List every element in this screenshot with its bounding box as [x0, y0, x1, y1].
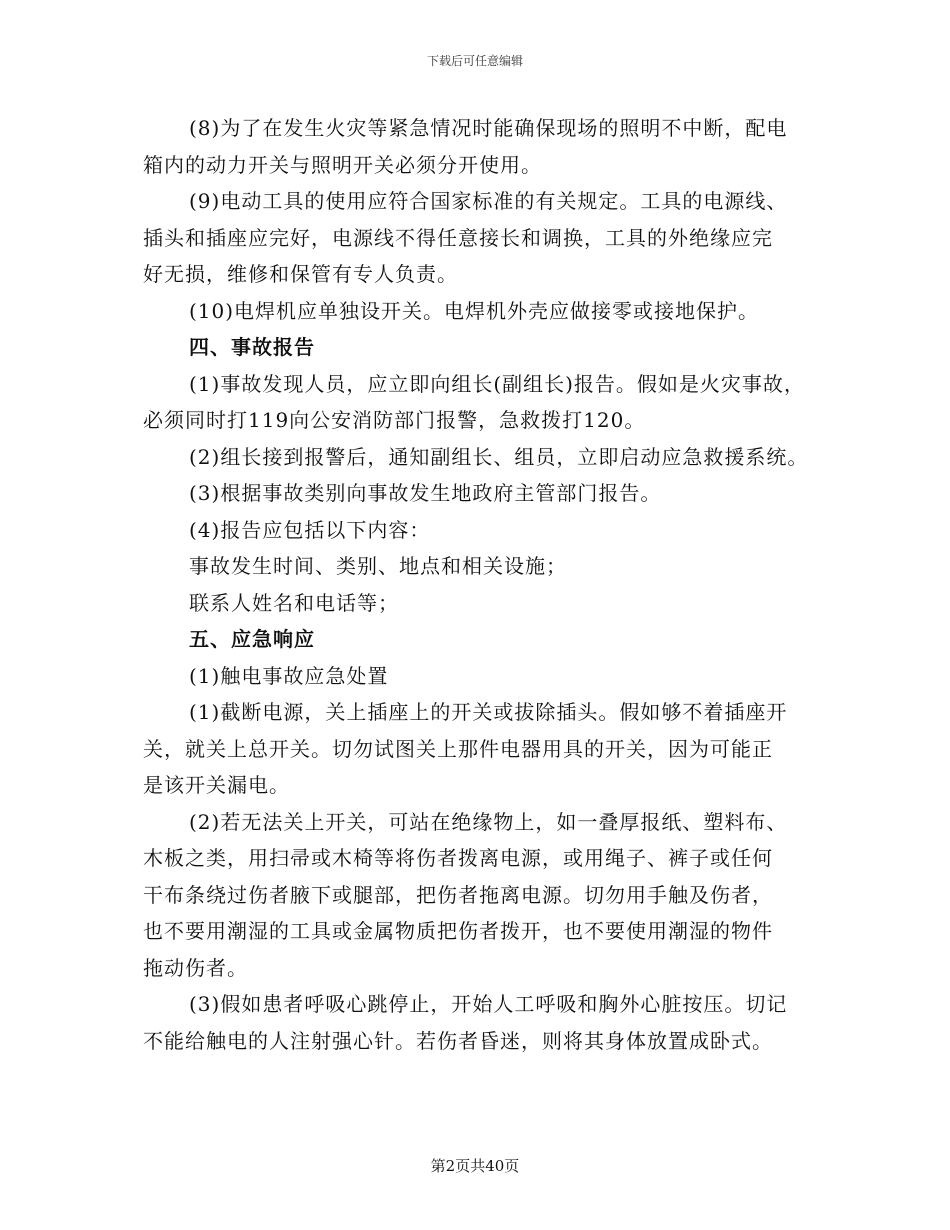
paragraph-line: 木板之类，用扫帚或木椅等将伤者拨离电源，或用绳子、裤子或任何: [143, 846, 773, 870]
paragraph-line: (10)电焊机应单独设开关。电焊机外壳应做接零或接地保护。: [189, 298, 760, 323]
paragraph-line: 不能给触电的人注射强心针。若伤者昏迷，则将其身体放置成卧式。: [143, 1028, 773, 1053]
paragraph-line: (3)假如患者呼吸心跳停止，开始人工呼吸和胸外心脏按压。切记: [189, 992, 788, 1016]
paragraph-line: 箱内的动力开关与照明开关必须分开使用。: [143, 152, 542, 177]
page-number: 第2页共40页: [430, 1157, 520, 1175]
paragraph-line: 联系人姓名和电话等；: [189, 590, 399, 615]
paragraph-line: 也不要用潮湿的工具或金属物质把伤者拨开，也不要使用潮湿的物件: [143, 919, 773, 943]
paragraph-line: (2)组长接到报警后，通知副组长、组员，立即启动应急救援系统。: [189, 444, 809, 469]
paragraph-line: 插头和插座应完好，电源线不得任意接长和调换，工具的外绝缘应完: [143, 225, 773, 250]
paragraph-line: (3)根据事故类别向事故发生地政府主管部门报告。: [189, 481, 662, 505]
paragraph-line: (8)为了在发生火灾等紧急情况时能确保现场的照明不中断，配电: [189, 116, 788, 140]
paragraph-line: 是该开关漏电。: [143, 773, 290, 797]
header-note: 下载后可任意编辑: [426, 54, 523, 68]
paragraph-line: (1)触电事故应急处置: [189, 663, 389, 688]
paragraph-line: (1)事故发现人员，应立即向组长(副组长)报告。假如是火灾事故，: [189, 371, 805, 396]
paragraph-line: 拖动伤者。: [143, 955, 248, 980]
paragraph-line: (4)报告应包括以下内容：: [189, 517, 431, 542]
document-body: [143, 110, 813, 1059]
paragraph-line: (1)截断电源，关上插座上的开关或拔除插头。假如够不着插座开: [189, 700, 788, 724]
section-heading: 四、事故报告: [189, 335, 315, 359]
paragraph-line: (9)电动工具的使用应符合国家标准的有关规定。工具的电源线、: [189, 189, 788, 213]
section-heading: 五、应急响应: [189, 627, 315, 651]
paragraph-line: 好无损，维修和保管有专人负责。: [143, 262, 458, 286]
paragraph-line: (2)若无法关上开关，可站在绝缘物上，如一叠厚报纸、塑料布、: [189, 809, 788, 834]
paragraph-line: 事故发生时间、类别、地点和相关设施；: [189, 554, 567, 578]
paragraph-line: 关，就关上总开关。切勿试图关上那件电器用具的开关，因为可能正: [143, 736, 773, 761]
paragraph-line: 必须同时打119向公安消防部门报警，急救拨打120。: [143, 408, 646, 432]
paragraph-line: 干布条绕过伤者腋下或腿部，把伤者拖离电源。切勿用手触及伤者，: [143, 882, 773, 907]
